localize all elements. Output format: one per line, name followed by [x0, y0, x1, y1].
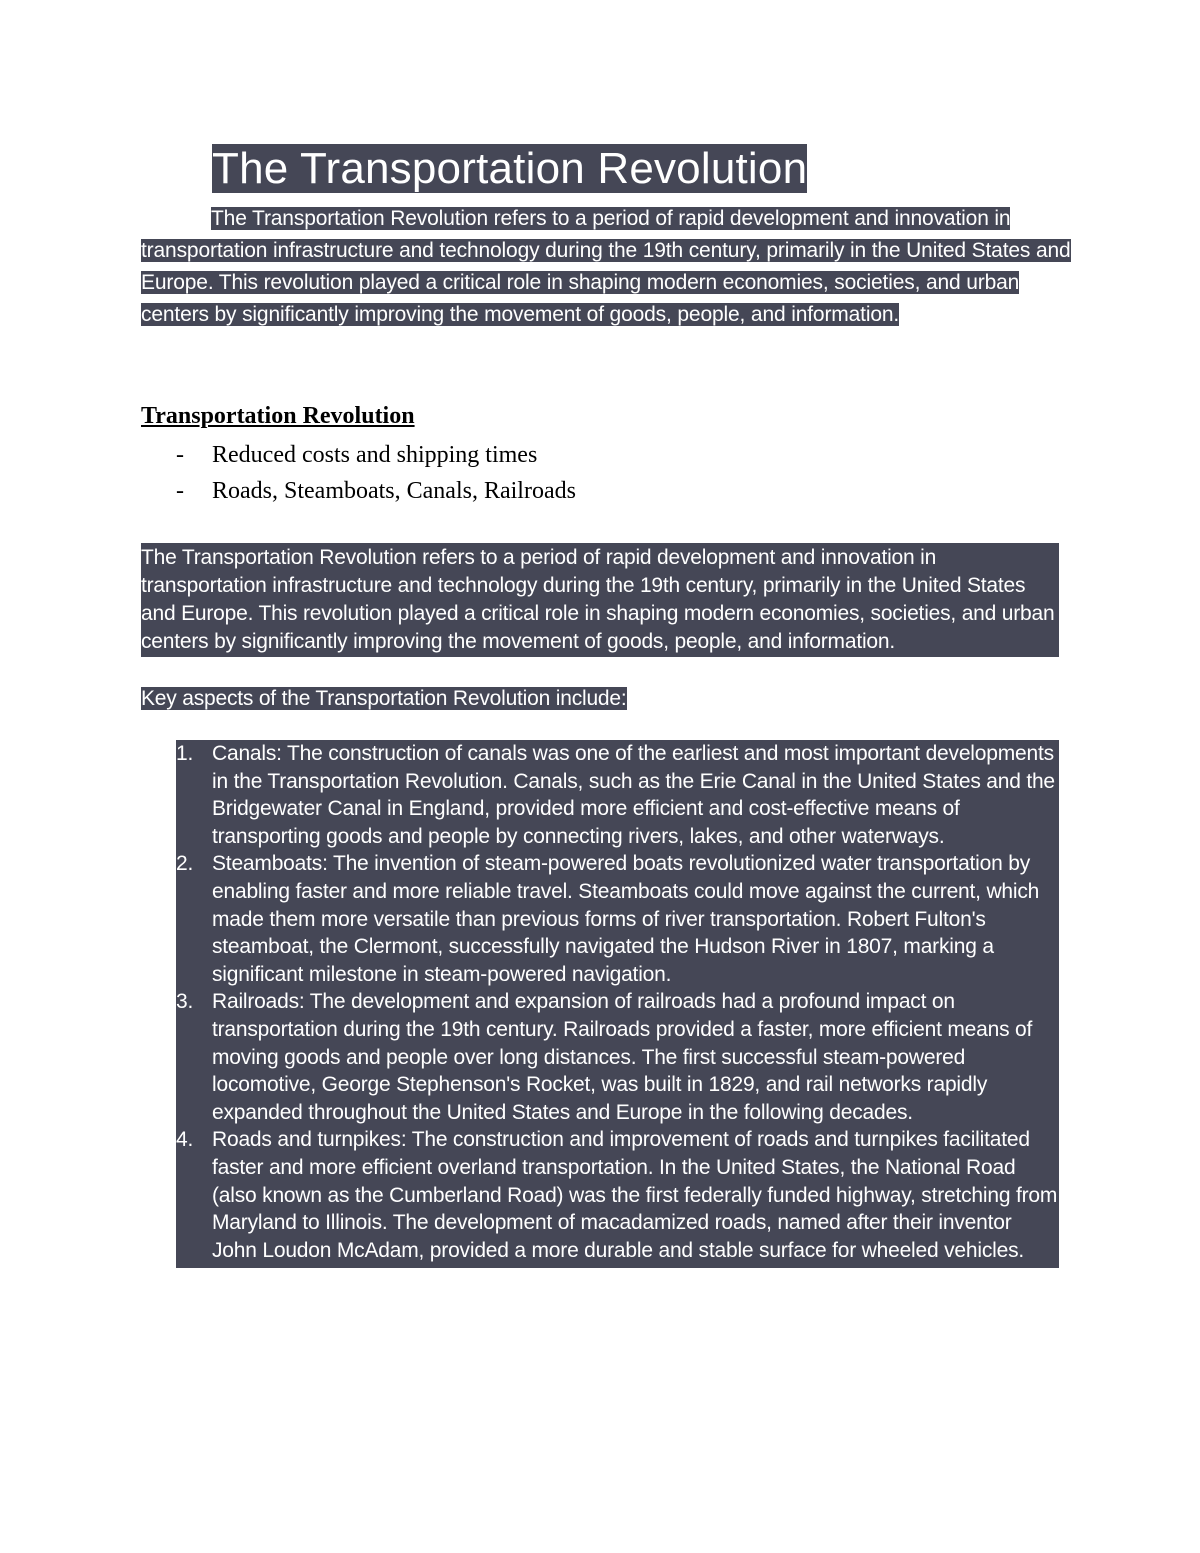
- summary-paragraph: The Transportation Revolution refers to a period of rapid development and innovation in transportation infrastructure and technology during the 19th century, primarily in the United States and Europe. This revolution played a critical role in shaping modern economies, societies, and urban centers by significantly improving the movement of goods, people, and information.: [141, 543, 1059, 657]
- aspect-text: Roads and turnpikes: The construction and improvement of roads and turnpikes facilitated faster and more efficient overland transportation. In the United States, the National Road (also known as the Cumberland Road) was the first federally funded highway, stretching from Maryland to Illinois. The development of macadamized roads, named after their inventor John Loudon McAdam, provided a more durable and stable surface for wheeled vehicles.: [212, 1128, 1058, 1262]
- list-number: 4.: [176, 1128, 194, 1152]
- list-number: 1.: [176, 742, 194, 765]
- intro-text: The Transportation Revolution refers to a period of rapid development and innovation in transportation infrastructure and technology during the 19th century, primarily in the United States and Europe. This revolution played a critical role in shaping modern economies, societies, and urban centers by significantly improving the movement of goods, people, and information.: [141, 207, 1071, 326]
- aspect-item-roads: [176, 1126, 1059, 1264]
- aspect-item-canals: [176, 740, 1059, 850]
- aspect-text: Steamboats: The invention of steam-powered boats revolutionized water transportation by enabling faster and more reliable travel. Steamboats could move against the current, which made them more versatile than previous forms of river transportation. Robert Fulton's steamboat, the Clermont, successfully navigated the Hudson River in 1807, marking a significant milestone in steam-powered navigation.: [212, 852, 1040, 986]
- key-aspects-intro-text: Key aspects of the Transportation Revolution include:: [141, 687, 627, 710]
- bullet-item-text: Reduced costs and shipping times: [212, 442, 538, 468]
- dash-marker: -: [176, 478, 184, 504]
- summary-block: [141, 543, 1059, 1268]
- section-heading: Transportation Revolution: [141, 403, 415, 429]
- bullet-list: [141, 437, 576, 509]
- bullet-item: [141, 437, 576, 473]
- bullet-item-text: Roads, Steamboats, Canals, Railroads: [212, 478, 576, 504]
- intro-paragraph: [141, 203, 1071, 331]
- aspect-item-steamboats: [176, 850, 1059, 988]
- aspects-list: [176, 740, 1059, 1268]
- page-title: [212, 140, 807, 198]
- title-text: The Transportation Revolution: [212, 144, 808, 193]
- bullet-item: [141, 473, 576, 509]
- list-number: 2.: [176, 852, 194, 876]
- dash-marker: -: [176, 442, 184, 468]
- list-number: 3.: [176, 990, 194, 1014]
- key-aspects-intro: [141, 685, 1059, 713]
- aspect-text: Canals: The construction of canals was one of the earliest and most important developments in the Transportation Revolution. Canals, such as the Erie Canal in the United States and the Bridgewater Canal in England, provided more efficient and cost-effective means of transporting goods and people by connecting rivers, lakes, and other waterways.: [212, 742, 1055, 848]
- aspect-text: Railroads: The development and expansion of railroads had a profound impact on transportation during the 19th century. Railroads provided a faster, more efficient means of moving goods and people over long distances. The first successful steam-powered locomotive, George Stephenson's Rocket, was built in 1829, and rail networks rapidly expanded throughout the United States and Europe in the following decades.: [212, 990, 1033, 1124]
- aspect-item-railroads: [176, 988, 1059, 1126]
